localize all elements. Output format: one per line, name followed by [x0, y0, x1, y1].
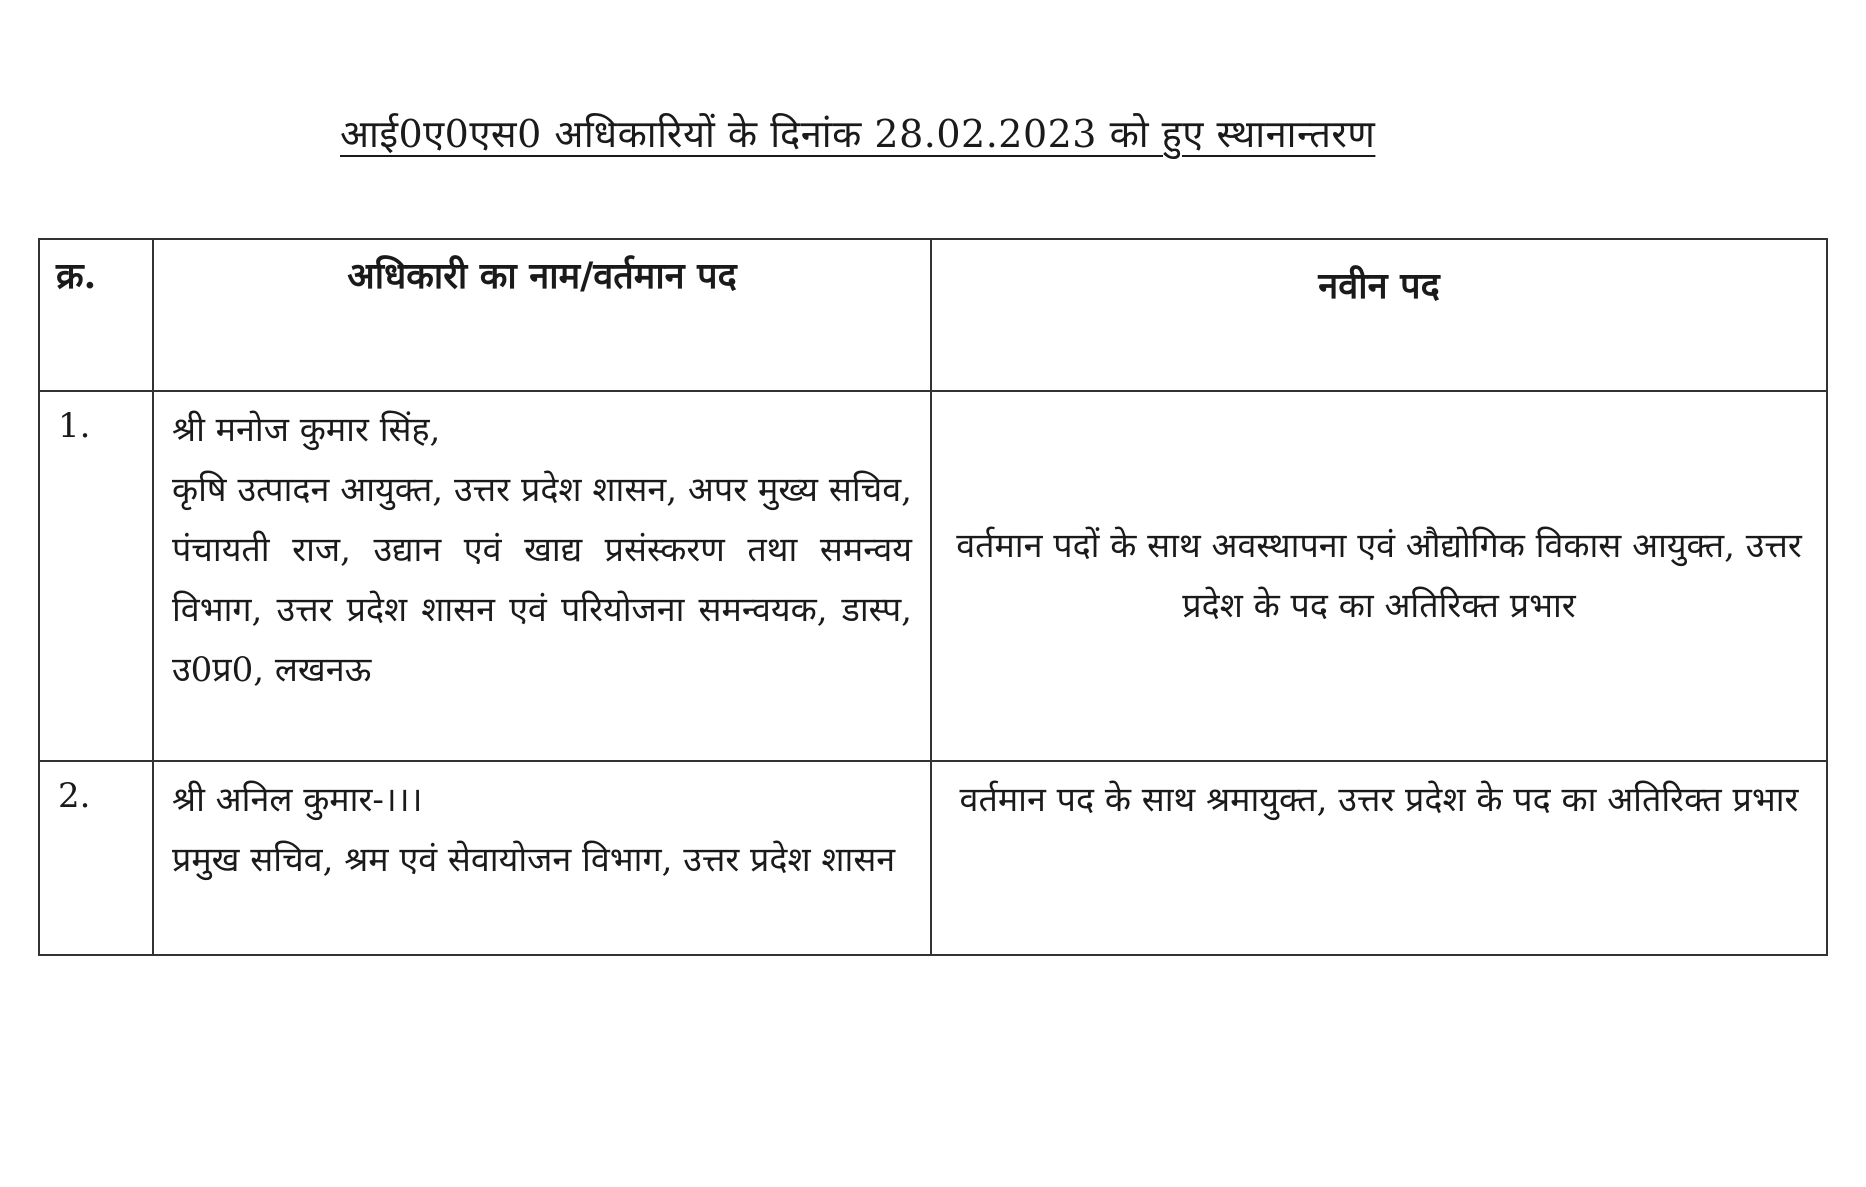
header-officer-name-current-post: अधिकारी का नाम/वर्तमान पद	[153, 239, 931, 391]
new-post-cell: वर्तमान पद के साथ श्रमायुक्त, उत्तर प्रदेश के पद का अतिरिक्त प्रभार	[931, 761, 1827, 955]
officer-current-post: कृषि उत्पादन आयुक्त, उत्तर प्रदेश शासन, अपर मुख्य सचिव, पंचायती राज, उद्यान एवं खाद्य प्रसंस्करण तथा समन्वय विभाग, उत्तर प्रदेश शासन एवं परियोजना समन्वयक, डास्प, उ0प्र0, लखनऊ	[172, 470, 912, 690]
officer-name: श्री मनोज कुमार सिंह,	[172, 410, 441, 450]
serial-number-cell: 2.	[39, 761, 153, 955]
new-post-cell: वर्तमान पदों के साथ अवस्थापना एवं औद्योगिक विकास आयुक्त, उत्तर प्रदेश के पद का अतिरिक्त प्रभार	[931, 391, 1827, 761]
officer-current-post: प्रमुख सचिव, श्रम एवं सेवायोजन विभाग, उत्तर प्रदेश शासन	[172, 840, 896, 880]
table-row	[39, 391, 1827, 761]
officer-name: श्री अनिल कुमार-।।।	[172, 780, 423, 820]
document-title: आई0ए0एस0 अधिकारियों के दिनांक 28.02.2023 को हुए स्थानान्तरण	[340, 112, 1376, 156]
officer-cell	[153, 761, 931, 955]
table-row	[39, 761, 1827, 955]
table-header-row	[39, 239, 1827, 391]
officer-cell	[153, 391, 931, 761]
serial-number-cell: 1.	[39, 391, 153, 761]
transfer-table	[38, 238, 1828, 956]
header-serial-number: क्र.	[39, 239, 153, 391]
header-new-post: नवीन पद	[931, 239, 1827, 391]
